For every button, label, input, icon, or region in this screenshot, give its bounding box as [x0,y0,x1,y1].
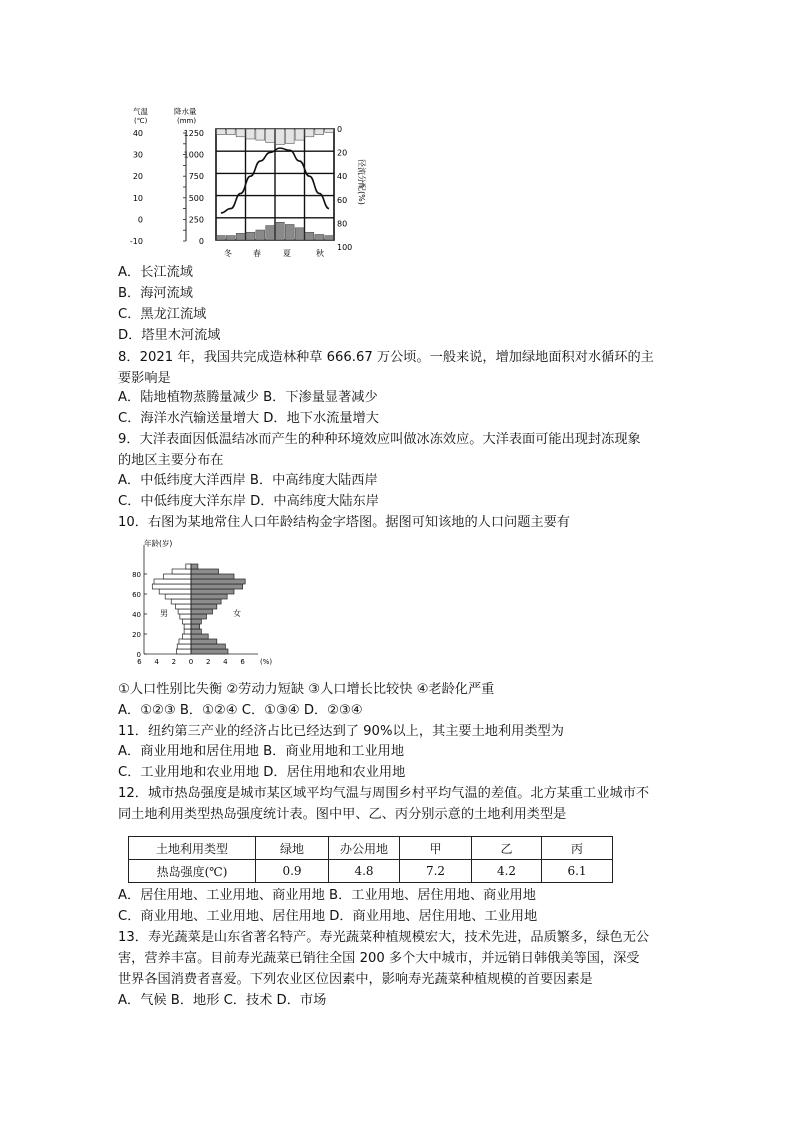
precip-axis-unit: (mm) [177,117,197,125]
season-autumn: 秋 [316,249,324,258]
table-cell: 6.1 [542,860,613,883]
runoff-tick-label: 20 [337,148,348,158]
male-bar [154,579,191,584]
q12-stem-line1: 12．城市热岛强度是城市某区域平均气温与周围乡村平均气温的差值。北方某重工业城市不 [118,786,650,801]
runoff-bar [256,129,265,140]
q12-options-line2: C．商业用地、工业用地、居住用地 D．商业用地、居住用地、工业用地 [118,909,538,924]
female-bar [191,609,213,614]
runoff-bar [246,129,255,139]
female-bar [191,624,200,629]
q11-options-line2: C．工业用地和农业用地 D．居住用地和农业用地 [118,765,406,780]
male-bar [159,589,191,594]
runoff-bar [315,129,324,135]
precip-bar [217,236,226,240]
runoff-tick-labels [337,125,352,252]
season-spring: 春 [253,249,261,258]
male-bar [184,624,191,629]
table-cell: 0.9 [256,860,329,883]
female-bar [191,579,245,584]
precip-bar [276,222,285,240]
runoff-tick-label: 60 [337,195,348,205]
climate-runoff-chart [125,104,365,264]
runoff-bar [276,129,285,145]
season-winter: 冬 [224,249,232,258]
female-label: 女 [233,609,241,618]
q11-options-line1: A．商业用地和居住用地 B．商业用地和工业用地 [118,744,405,759]
q12-stem-line2: 同土地利用类型热岛强度统计表。图中甲、乙、丙分别示意的土地利用类型是 [118,807,567,822]
table-cell: 乙 [472,837,542,860]
temp-axis-unit: (℃) [134,117,148,125]
male-bar [179,639,191,644]
q10-options: A．①②③ B．①②④ C．①③④ D．②③④ [118,703,363,718]
q10-stem: 10．右图为某地常住人口年龄结构金字塔图。据图可知该地的人口问题主要有 [118,515,570,530]
female-bar [191,574,234,579]
precip-bar [236,233,245,240]
q13-options: A．气候 B．地形 C．技术 D．市场 [118,993,327,1008]
q9-stem-line2: 的地区主要分布在 [118,453,224,468]
precip-bar [325,236,334,240]
temp-tick-label: -10 [129,237,143,246]
precip-bar [266,226,275,240]
q13-stem-line2: 害，营养丰富。目前寿光蔬菜已销往全国 200 多个大中城市，并远销日韩俄美等国，深受 [118,951,640,966]
table-cell: 丙 [542,837,613,860]
q9-options-line1: A．中低纬度大洋西岸 B．中高纬度大陆西岸 [118,473,378,488]
precip-bar [305,232,314,240]
table-cell: 甲 [400,837,472,860]
table-cell: 土地利用类型 [129,837,256,860]
table-row [129,860,613,883]
runoff-bar [325,129,334,132]
runoff-tick-label: 40 [337,172,348,182]
precip-tick-labels [184,129,204,246]
x-tick-label: 2 [205,658,211,666]
age-tick-label: 60 [132,591,141,599]
male-bar [152,584,191,589]
precip-bar [295,228,304,240]
female-bar [191,589,234,594]
precip-bar [315,234,324,240]
female-bar [191,594,227,599]
runoff-bar [305,129,314,137]
runoff-bar [226,129,235,135]
male-bar [186,564,191,569]
male-bar [165,594,191,599]
female-bar [191,584,243,589]
female-bar [191,564,198,569]
population-pyramid-chart [130,536,280,670]
x-tick-label: 6 [137,658,142,666]
male-bar [176,649,191,654]
female-bar [191,649,228,654]
season-summer: 夏 [283,249,291,258]
precip-tick-label: 1250 [183,129,204,138]
x-tick-label: 4 [154,658,159,666]
female-bar [191,629,201,634]
heat-island-table [128,836,613,883]
male-bar [163,574,191,579]
precip-axis-title: 降水量 [174,107,197,116]
temp-tick-label: 20 [132,172,143,182]
q12-options-line1: A．居住用地、工业用地、商业用地 B．工业用地、居住用地、商业用地 [118,888,536,903]
q7-option-c: C．黑龙江流域 [118,307,207,322]
precip-tick-label: 500 [188,193,204,203]
precip-bar [285,224,294,240]
table-cell: 4.2 [472,860,542,883]
female-bar [191,639,217,644]
x-tick-label: 4 [223,658,228,666]
male-bar [184,629,191,634]
q7-option-b: B．海河流域 [118,286,193,301]
age-tick-label: 0 [136,651,141,659]
q8-stem-line2: 要影响是 [118,371,171,386]
temp-tick-label: 40 [132,129,143,138]
runoff-bar [236,129,245,137]
female-bar [191,569,219,574]
male-label: 男 [160,609,168,618]
female-bar [191,634,208,639]
male-bar [171,599,191,604]
male-bar [177,644,191,649]
temp-tick-label: 30 [132,150,143,160]
precip-bar [246,232,255,240]
runoff-bar [295,129,304,140]
q8-options-line2: C．海洋水汽输送量增大 D．地下水流量增大 [118,411,379,426]
q8-options-line1: A．陆地植物蒸腾量减少 B．下渗量显著减少 [118,390,378,405]
age-tick-label: 80 [132,571,141,579]
pyramid-age-ticks [132,571,147,659]
q9-options-line2: C．中低纬度大洋东岸 D．中高纬度大陆东岸 [118,494,379,509]
q9-stem-line1: 9．大洋表面因低温结冰而产生的种种环境效应叫做冰冻效应。大洋表面可能出现封冻现象 [118,432,641,447]
x-tick-label: 0 [188,658,194,666]
runoff-tick-label: 100 [337,243,353,252]
table-cell: 办公用地 [329,837,400,860]
runoff-tick-label: 0 [337,125,343,134]
runoff-axis-label: 径流分配(%) [357,159,366,205]
temp-axis-title: 气温 [133,107,148,116]
q11-stem: 11．纽约第三产业的经济占比已经达到了 90%以上，其主要土地利用类型为 [118,724,564,739]
precip-bar [256,230,265,240]
x-tick-label: 2 [171,658,177,666]
runoff-bar [285,129,294,143]
temp-tick-label: 0 [137,215,143,225]
age-tick-label: 40 [132,611,141,619]
male-bar [176,604,191,609]
female-bar [191,599,221,604]
precip-tick-label: 250 [188,215,204,225]
male-bar [182,619,191,624]
male-bars [152,564,191,654]
pyramid-x-ticks [137,658,245,666]
q10-choices: ①人口性别比失衡 ②劳动力短缺 ③人口增长比较快 ④老龄化严重 [118,682,495,697]
q13-stem-line1: 13．寿光蔬菜是山东省著名特产。寿光蔬菜种植规模宏大，技术先进，品质繁多，绿色无公 [118,930,650,945]
precip-tick-label: 1000 [183,150,204,160]
female-bar [191,614,206,619]
temp-tick-label: 10 [132,193,143,203]
runoff-tick-label: 80 [337,219,348,229]
female-bar [191,619,201,624]
pyramid-y-title: 年龄(岁) [144,539,173,548]
male-bar [182,634,191,639]
pyramid-x-unit: (%) [260,658,273,666]
x-tick-label: 6 [240,658,245,666]
male-bar [178,609,191,614]
male-bar [172,569,191,574]
runoff-bar [217,129,226,135]
runoff-bar [266,129,275,142]
table-cell: 7.2 [400,860,472,883]
table-cell: 绿地 [256,837,329,860]
q7-option-d: D．塔里木河流域 [118,328,221,343]
q8-stem-line1: 8．2021 年，我国共完成造林种草 666.67 万公顷。一般来说，增加绿地面积对水循环的主 [118,350,654,365]
precip-tick-label: 750 [188,172,204,182]
male-bar [180,614,191,619]
table-cell: 4.8 [329,860,400,883]
precip-tick-label: 0 [198,237,204,246]
age-tick-label: 20 [132,631,141,639]
female-bar [191,644,225,649]
q7-option-a: A．长江流域 [118,265,193,280]
table-cell: 热岛强度(℃) [129,860,256,883]
q13-stem-line3: 世界各国消费者喜爱。下列农业区位因素中，影响寿光蔬菜种植规模的首要因素是 [118,972,593,987]
precip-bar [226,236,235,240]
female-bar [191,604,217,609]
table-header-row [129,837,613,860]
temp-tick-labels [130,129,143,246]
